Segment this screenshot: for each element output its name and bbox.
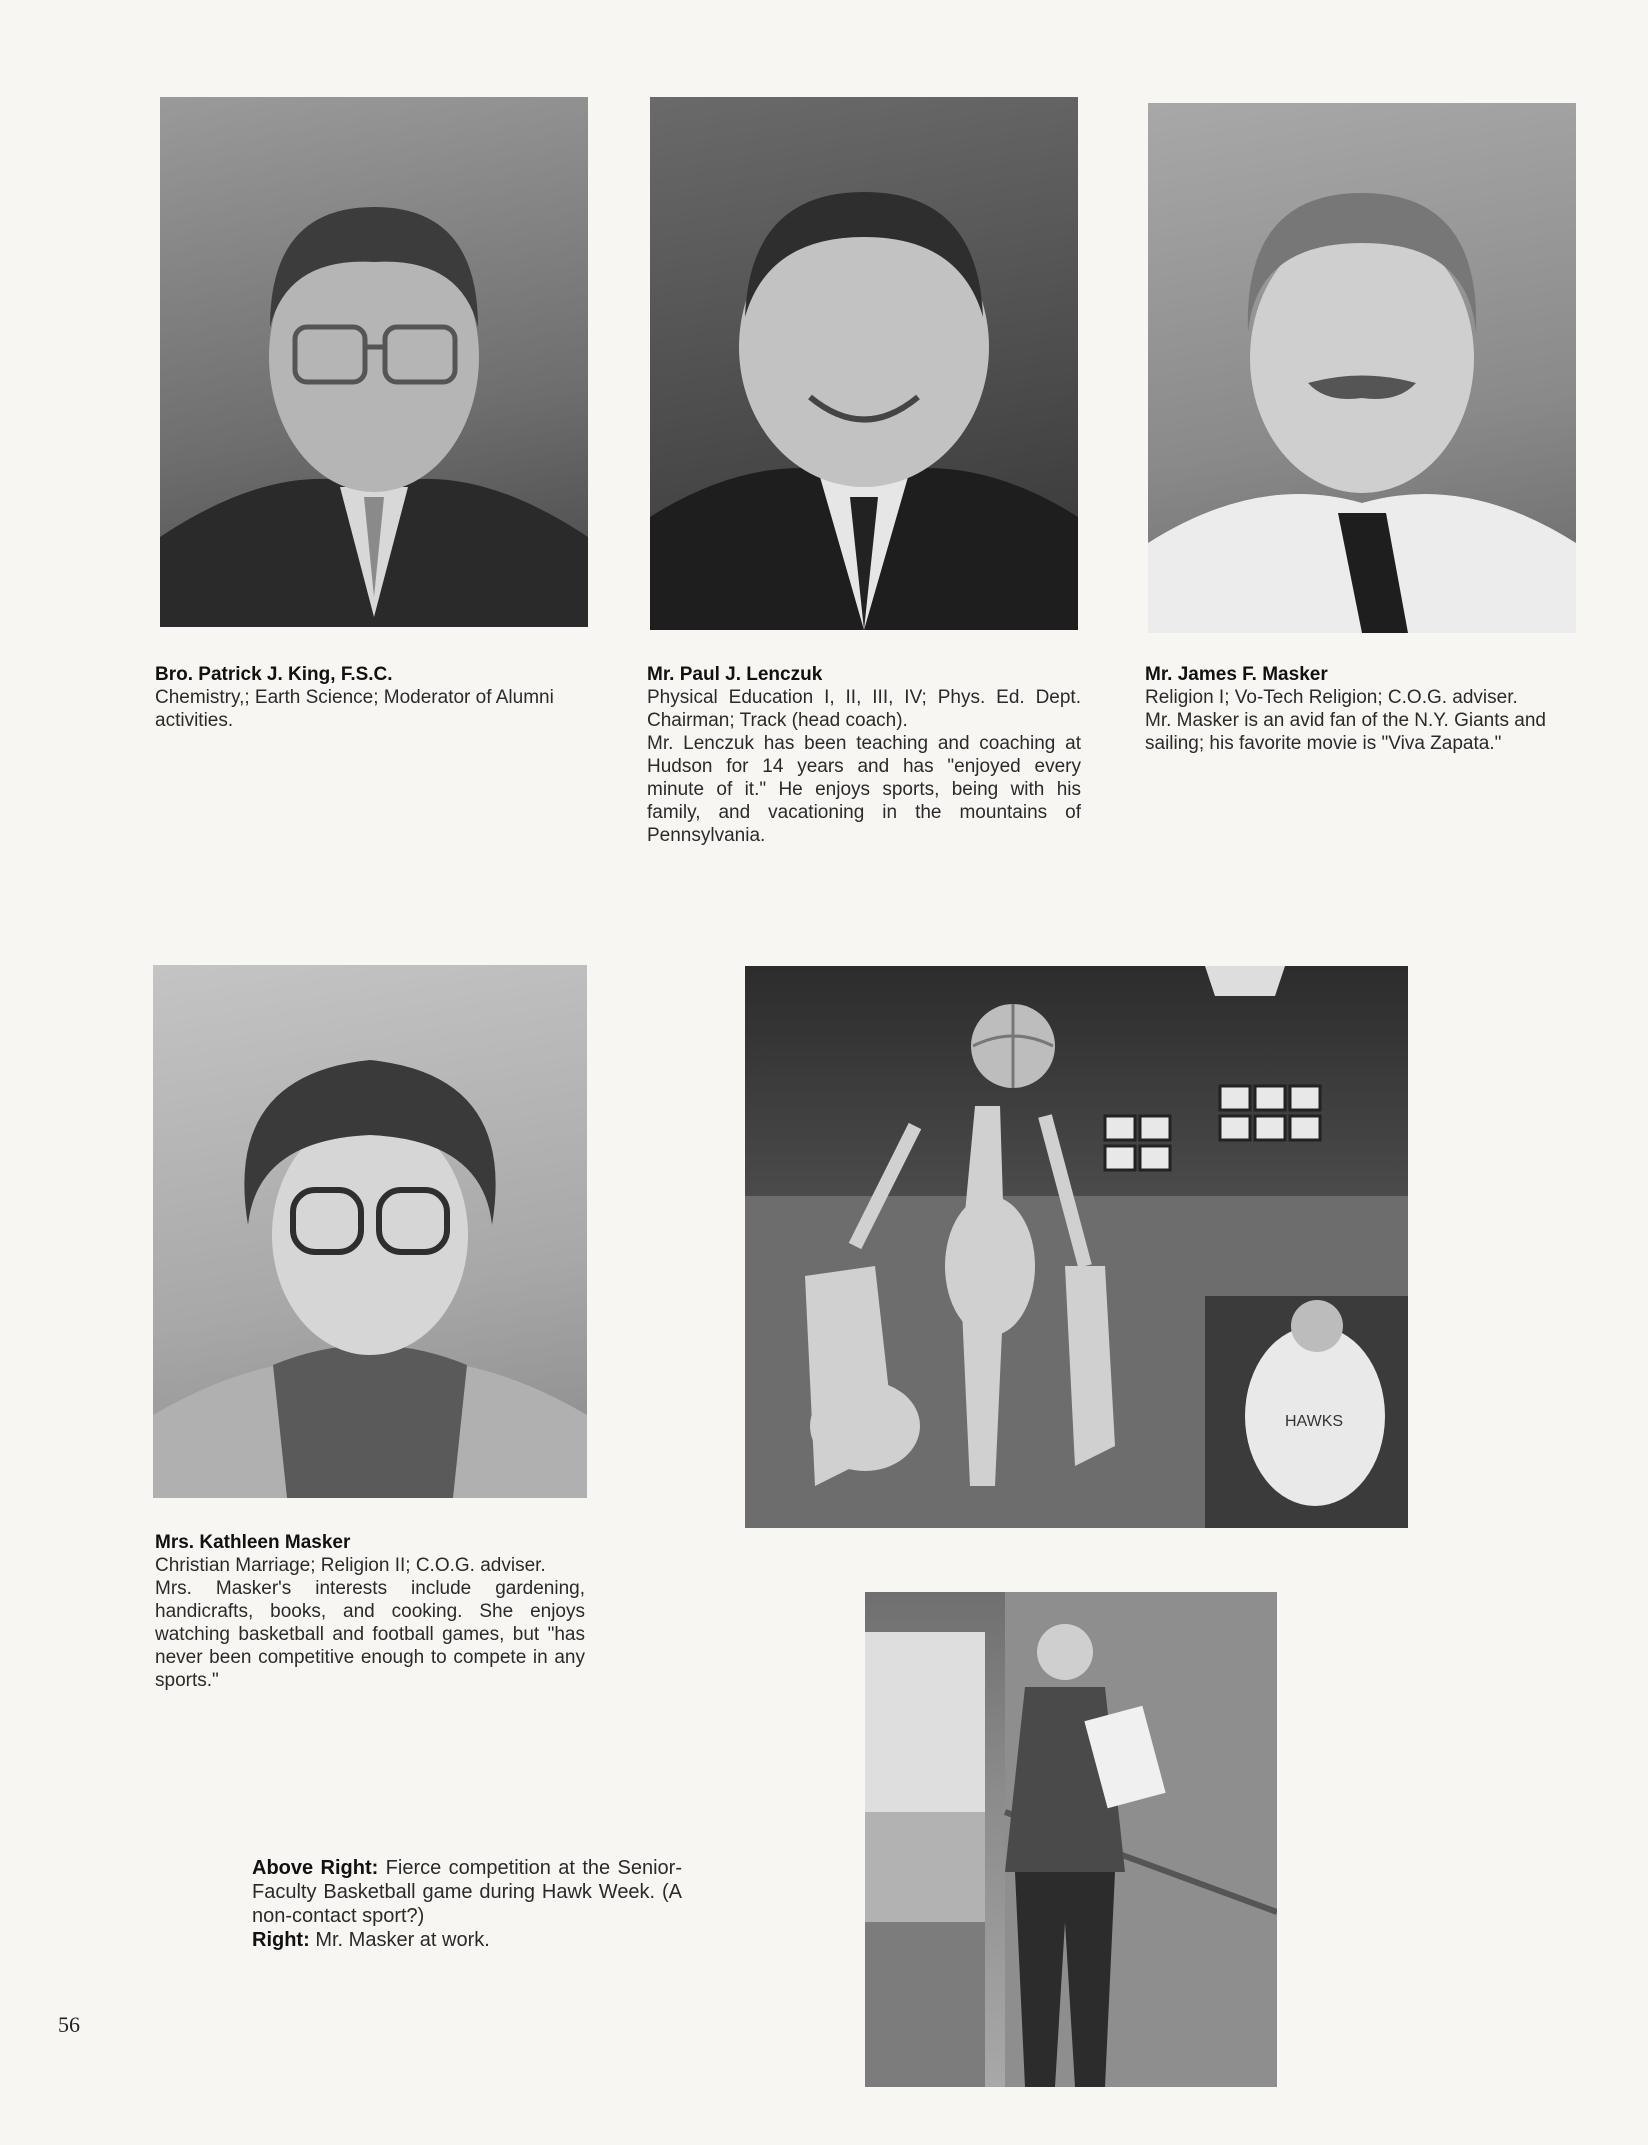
photo-masker-at-work xyxy=(865,1592,1277,2087)
portrait-kathleen-masker xyxy=(153,965,587,1498)
caption-patrick-king xyxy=(155,663,585,732)
above-right-caption xyxy=(252,1856,682,1928)
faculty-description: Christian Marriage; Religion II; C.O.G. adviser. xyxy=(155,1555,546,1576)
faculty-description: Religion I; Vo-Tech Religion; C.O.G. adviser. xyxy=(1145,687,1518,708)
hawks-shirt-text: HAWKS xyxy=(1285,1413,1344,1430)
caption-paul-lenczuk xyxy=(647,663,1081,847)
caption-kathleen-masker xyxy=(155,1531,585,1692)
above-right-label: Above Right: xyxy=(252,1857,379,1879)
portrait-james-masker xyxy=(1148,103,1576,633)
right-label: Right: xyxy=(252,1929,310,1951)
faculty-description: Physical Education I, II, III, IV; Phys. Ed. Dept. Chairman; Track (head coach). xyxy=(647,687,1081,731)
faculty-name: Mrs. Kathleen Masker xyxy=(155,1532,351,1553)
faculty-name: Bro. Patrick J. King, F.S.C. xyxy=(155,664,393,685)
above-right-text: Fierce competition at the Senior-Faculty Basketball game during Hawk Week. (A non-contact sport?) xyxy=(252,1857,682,1927)
faculty-bio: Mr. Lenczuk has been teaching and coaching at Hudson for 14 years and has "enjoyed every minute of it." He enjoys sports, being with his family, and vacationing in the mountains of Pennsylvania. xyxy=(647,733,1081,846)
faculty-bio: Mrs. Masker's interests include gardening, handicrafts, books, and cooking. She enjoys watching basketball and football games, but "has never been competitive enough to compete in any sports." xyxy=(155,1578,585,1691)
page-number: 56 xyxy=(58,2012,80,2037)
portrait-paul-lenczuk xyxy=(650,97,1078,630)
caption-james-masker xyxy=(1145,663,1577,755)
faculty-name: Mr. James F. Masker xyxy=(1145,664,1328,685)
caption-photos xyxy=(252,1856,682,1952)
faculty-name: Mr. Paul J. Lenczuk xyxy=(647,664,823,685)
right-text: Mr. Masker at work. xyxy=(315,1929,490,1951)
faculty-bio: Mr. Masker is an avid fan of the N.Y. Giants and sailing; his favorite movie is "Viva Zapata." xyxy=(1145,710,1546,754)
right-caption xyxy=(252,1928,682,1952)
photo-basketball-game xyxy=(745,966,1408,1528)
faculty-description: Chemistry,; Earth Science; Moderator of Alumni activities. xyxy=(155,687,554,731)
portrait-patrick-king xyxy=(160,97,588,627)
